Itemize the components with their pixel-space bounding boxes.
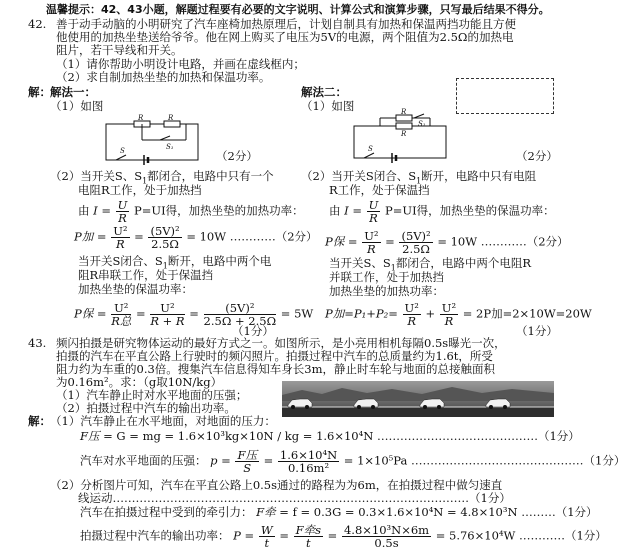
sol43-eq2: 汽车对水平地面的压强： p = $\frac{\text{F压}}{S}$ = $\frac{\text{1.6×10⁴N}}{\text{0.16m²}}$ = 1×10⁵Pa ………………………………………（1分） — [80, 448, 625, 476]
circuit1-s1-label: S₁ — [166, 143, 174, 151]
q42-text-line3: 阻片，若干导线和开关。 — [56, 43, 183, 57]
sol42-m2-fig-label: （1）如图 — [301, 99, 355, 113]
sol42-m1-a1: （2）当开关S、$S_1$都闭合，电路中只有一个 — [50, 169, 274, 186]
circuit1-s-label: S — [120, 147, 125, 155]
sol42-m2-eq2-score: （1分） — [516, 324, 558, 338]
q42-sub2: （2）求自制加热坐垫的加热和保温功率。 — [56, 70, 271, 84]
circuit2-r1-label: R — [401, 108, 407, 116]
sol42-m1-eq2-score: （1分） — [232, 324, 274, 338]
sol43-eq3: 汽车在拍摄过程中受到的牵引力： F牵 = f = 0.3G = 0.3×1.6×10⁴N = 4.8×10³N ………（1分） — [80, 505, 598, 519]
sol43-p4: 线运动…………………………………………………………………………………（1分） — [78, 491, 511, 505]
circuit-diagram-parallel — [352, 108, 452, 162]
sol42-m1-b1: 当开关S闭合、$S_1$断开，电路中两个电 — [78, 254, 272, 271]
circuit-diagram-series — [104, 114, 204, 164]
circuit2-s1-label: S₁ — [418, 120, 426, 128]
sol42-m1-fig-label: （1）如图 — [50, 99, 104, 113]
circuit2-r2-label: R — [401, 130, 407, 138]
circuit1-r1-label: R — [138, 114, 144, 122]
sol42-m2-b1: 当开关S、$S_1$都闭合，电路中两个电阻R — [329, 256, 532, 273]
sol42-m2-fig-score: （2分） — [516, 149, 558, 163]
sol42-m2-eq1: P保 = $\frac{\text{U²}}{R}$ = $\frac{\text{(5V)²}}{2.5\Omega}$ = 10W …………（2分） — [325, 229, 569, 257]
sol42-m2-a2: R工作，处于保温挡 — [329, 183, 430, 197]
sol42-m1-b2: 阻R串联工作，处于保温挡 — [78, 268, 214, 282]
sol42-method2-title: 解法二： — [301, 85, 347, 99]
q43-sub2: （2）拍摄过程中汽车的输出功率。 — [56, 401, 236, 415]
q43-text-line2: 拍摄的汽车在平直公路上行驶时的频闪照片。拍摄过程中汽车的总质量约为1.6t，所受 — [56, 349, 493, 363]
circuit2-s-label: S — [368, 145, 373, 153]
sol42-m1-eq1: P加 = $\frac{\text{U²}}{R}$ = $\frac{\text{(5V)²}}{2.5\Omega}$ = 10W …………（2分） — [74, 224, 318, 252]
q42-text-line2: 他使用的加热坐垫送给爷爷。他在网上购买了电压为5V的电源，两个阻值为2.5Ω的加热电 — [56, 30, 514, 44]
sol42-jie: 解： — [28, 85, 51, 99]
sol43-p3: （2）分析图片可知，汽车在平直公路上0.5s通过的路程为为6m，在拍摄过程中做匀速直 — [50, 478, 503, 492]
sol43-eq4: 拍摄过程中汽车的输出功率： P = $\frac{W}{t}$ = $\frac{\text{F牵s}}{t}$ = $\frac{\text{4.8×10³N×6m}}{0.5s}$ = 5.76×10⁴W …………（1分） — [80, 523, 607, 551]
sol42-m2-b2: 并联工作，处于加热挡 — [329, 270, 444, 284]
q43-number: 43. — [28, 336, 47, 350]
q43-sub1: （1）汽车静止时对水平地面的压强； — [56, 388, 248, 402]
sol42-m1-eq2: P保 = $\frac{\text{U²}}{\text{R总}}$ = $\frac{\text{U²}}{R + R}$ = $\frac{\text{(5V)²}}{2.5\Omega + 2.5\Omega}$ = 5W — [74, 301, 314, 329]
q42-sub1: （1）请你帮助小明设计电路，并画在虚线框内； — [56, 57, 305, 71]
car-strobe-photo — [282, 381, 554, 417]
sol42-m2-a3: 由 I = $\frac{U}{R}$ P=UI得，加热坐垫的保温功率： — [329, 198, 555, 226]
sol43-eq1: F压 = G = mg = 1.6×10³kg×10N / kg = 1.6×10⁴N ……………………………………（1分） — [80, 429, 580, 443]
q43-text-line1: 频闪拍摄是研究物体运动的最好方式之一。如图所示，是小亮用相机每隔0.5s曝光一次， — [56, 336, 506, 350]
sol42-m2-a1: （2）当开关S闭合、$S_1$断开，电路中只有电阻 — [301, 169, 537, 186]
sol43-jie: 解： — [28, 414, 51, 428]
q42-text-line1: 善于动手动脑的小明研究了汽车座椅加热原理后，计划自制具有加热和保温两挡功能且方便 — [56, 17, 516, 31]
dashed-answer-box — [456, 78, 554, 114]
q42-number: 42. — [28, 17, 47, 31]
circuit1-r2-label: R — [168, 114, 174, 122]
sol42-m2-b3: 加热坐垫的加热功率： — [329, 284, 444, 298]
sol42-m1-a3: 由 I = $\frac{U}{R}$ P=UI得，加热坐垫的加热功率： — [78, 198, 304, 226]
sol42-method1-title: 解法一： — [50, 85, 96, 99]
q43-text-line4: 为0.16m²。求：（g取10N/kg） — [56, 375, 223, 389]
q43-text-line3: 阻力约为车重的0.3倍。搜集汽车信息得知车身长3m，静止时车轮与地面的总接触面积 — [56, 362, 496, 376]
sol43-p1: （1）汽车静止在水平地面，对地面的压力： — [50, 414, 276, 428]
sol42-m2-eq2: P加=P₁+P₂= $\frac{\text{U²}}{R}$ + $\frac{\text{U²}}{R}$ = 2P加=2×10W=20W — [325, 301, 592, 329]
hint-text: 温馨提示：42、43小题，解题过程要有必要的文字说明、计算公式和演算步骤，只写最后结果不得分。 — [46, 3, 550, 16]
sol42-m1-a2: 电阻R工作，处于加热挡 — [78, 183, 202, 197]
sol42-m1-fig-score: （2分） — [216, 149, 258, 163]
sol42-m1-b3: 加热坐垫的保温功率： — [78, 282, 193, 296]
